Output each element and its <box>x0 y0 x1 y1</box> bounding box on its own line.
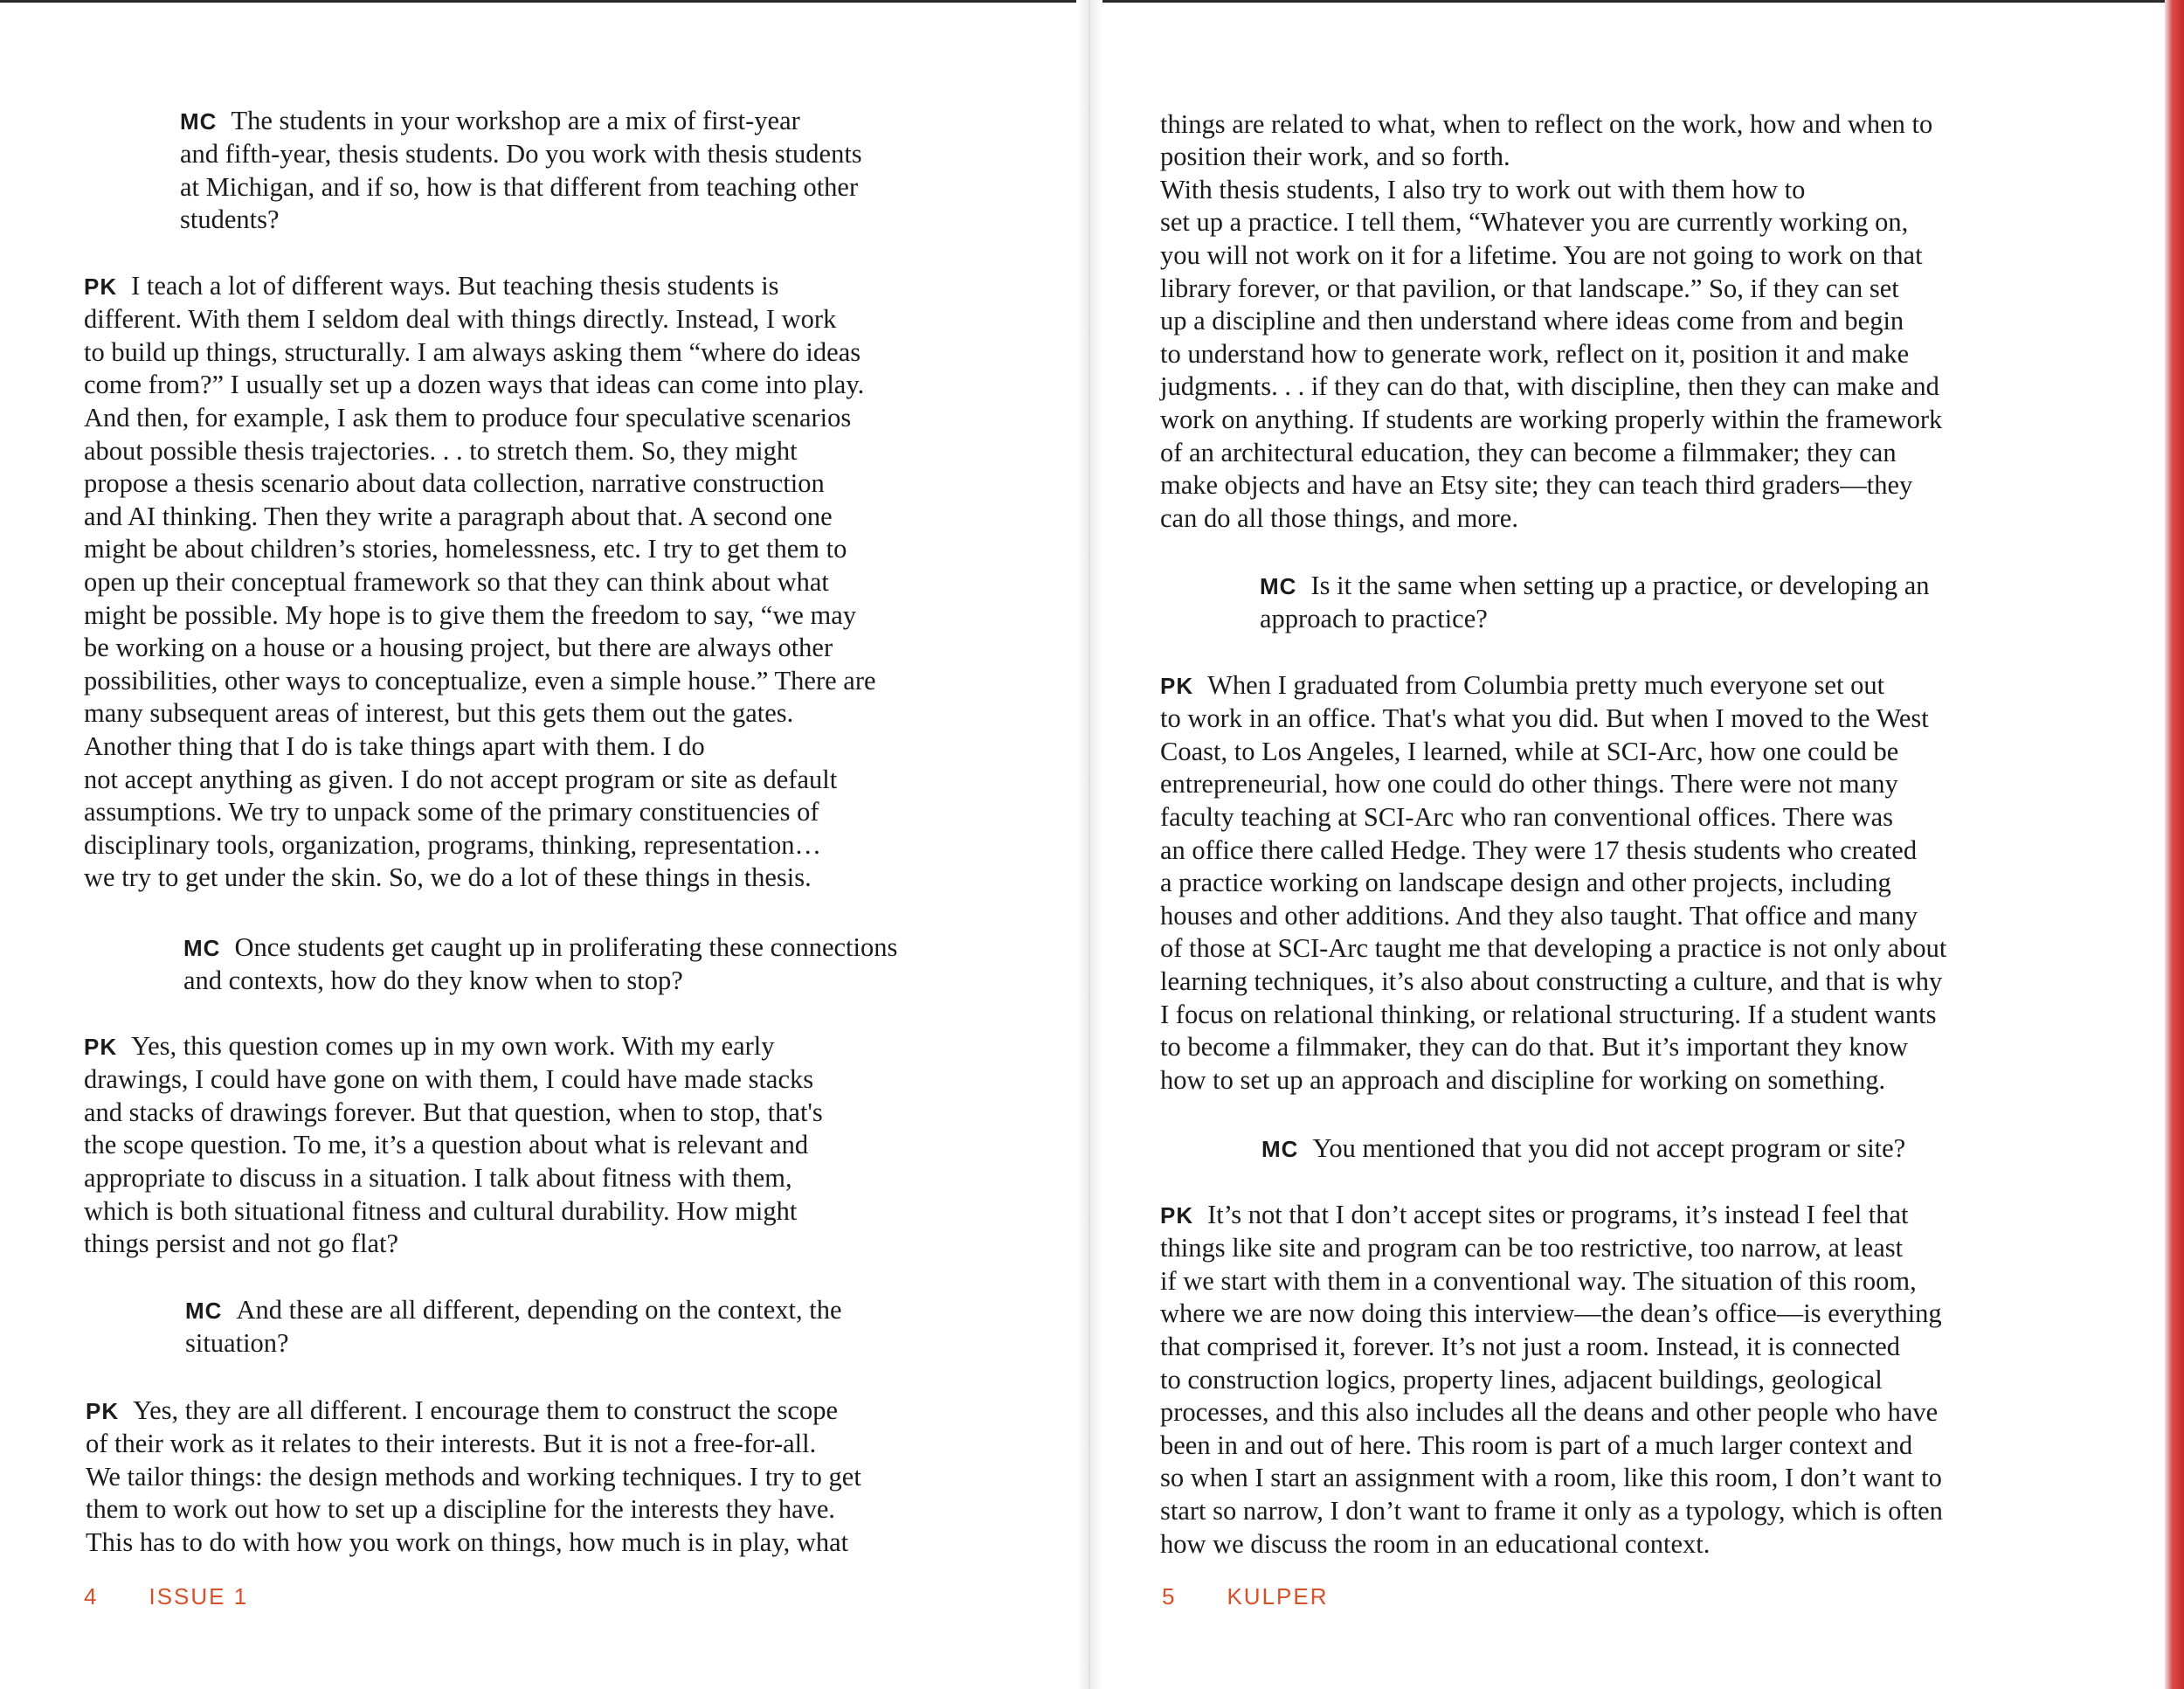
left-page <box>0 0 1076 1689</box>
interview-block <box>84 997 823 1261</box>
interview-block <box>1160 75 1942 535</box>
page-footer <box>84 1583 248 1610</box>
interview-block <box>84 237 876 895</box>
issue-label: ISSUE 1 <box>149 1583 249 1609</box>
block-text: Yes, they are all different. I encourage them to construct the scope of their work as it relates to their interests. But it is not a free-for-all. We tailor things: the design methods and working techniques. I try to get them to work out how to set up a discipline for the interests they have. This has to do with how you work on things, how much is in play, what <box>86 1395 861 1557</box>
right-page <box>1102 0 2165 1689</box>
speaker-label: PK <box>1160 672 1194 699</box>
interview-block <box>1261 1099 1905 1166</box>
speaker-label: MC <box>185 1297 223 1324</box>
block-text: And these are all different, depending on the context, the situation? <box>185 1294 842 1359</box>
speaker-label: PK <box>1160 1201 1194 1229</box>
speaker-label: MC <box>1261 1135 1299 1162</box>
block-text: Yes, this question comes up in my own work. With my early drawings, I could have gone on with them, I could have made stacks and stacks of drawings forever. But that question, when to stop, that's the scope question. To me, it’s a question about what is relevant and appropriate to discuss in a situation. I talk about fitness with them, which is both situational fitness and cultural durability. How might things persist and not go flat? <box>84 1030 823 1259</box>
author-label: KULPER <box>1227 1583 1329 1609</box>
page-number: 4 <box>84 1583 99 1609</box>
speaker-label: PK <box>84 1033 118 1060</box>
interview-block <box>183 898 897 998</box>
block-text: The students in your workshop are a mix of first-year and fifth-year, thesis students. Do you work with thesis students at Michigan, and if so, how is that different from teaching other students? <box>180 105 862 235</box>
interview-block <box>86 1361 861 1560</box>
block-text: When I graduated from Columbia pretty much everyone set out to work in an office. That's what you did. But when I moved to the West Coast, to Los Angeles, I learned, while at SCI-Arc, how one could be entrepreneurial, how one could do other things. There were not many faculty teaching at SCI-Arc who ran conventional offices. There was an office there called Hedge. They were 17 thesis students who created a practice working on landscape design and other projects, including houses and other additions. And they also taught. That office and many of those at SCI-Arc taught me that developing a practice is not only about learning techniques, it’s also about constructing a culture, and that is why I focus on relational thinking, or relational structuring. If a student wants to become a filmmaker, they can do that. But it’s important they know how to set up an approach and discipline for working on something. <box>1160 669 1947 1095</box>
speaker-label: MC <box>180 107 218 135</box>
speaker-label: MC <box>1260 572 1297 599</box>
block-text: You mentioned that you did not accept program or site? <box>1312 1132 1906 1163</box>
block-text: It’s not that I don’t accept sites or programs, it’s instead I feel that things like site and program can be too restrictive, too narrow, at least if we start with them in a conventional way. The situation of this room, where we are now doing this interview—the dean’s office—is everything that comprised it, forever. It’s not just a room. Instead, it is connected to construction logics, property lines, adjacent buildings, geological processes, and this also includes all the deans and other people who have been in and out of here. This room is part of a much larger context and so when I start an assignment with a room, like this room, I don’t want to start so narrow, I don’t want to frame it only as a typology, which is often how we discuss the room in an educational context. <box>1160 1199 1943 1559</box>
speaker-label: PK <box>86 1397 120 1424</box>
page-footer <box>1162 1583 1329 1610</box>
speaker-label: PK <box>84 273 118 300</box>
interview-block <box>1160 1166 1943 1561</box>
block-text: Once students get caught up in proliferating these connections and contexts, how do they know when to stop? <box>183 931 898 996</box>
speaker-label: MC <box>183 934 221 961</box>
block-text: I teach a lot of different ways. But teaching thesis students is different. With them I seldom deal with things directly. Instead, I work to build up things, structurally. I am always asking them “where do ideas come from?” I usually set up a dozen ways that ideas can come into play. And then, for example, I ask them to produce four speculative scenarios about possible thesis trajectories. . . to stretch them. So, they might propose a thesis scenario about data collection, narrative construction and AI thinking. Then they write a paragraph about that. A second one might be about children’s stories, homelessness, etc. I try to get them to open up their conceptual framework so that they can think about what might be possible. My hope is to give them the freedom to say, “we may be working on a house or a housing project, but there are always other possibilities, other ways to conceptualize, even a simple house.” There are many subsequent areas of interest, but this gets them out the gates. Another thing that I do is take things apart with them. I do not accept anything as given. I do not accept program or site as default assumptions. We try to unpack some of the primary constituencies of disciplinary tools, organization, programs, thinking, representation… we try to get under the skin. So, we do a lot of these things in thesis. <box>84 270 876 893</box>
red-page-edge <box>2165 0 2184 1689</box>
interview-block <box>1160 636 1946 1097</box>
book-gutter <box>1076 0 1102 1689</box>
block-text: things are related to what, when to reflect on the work, how and when to position their work, and so forth. With thesis students, I also try to work out with them how to set up a practice. I tell them, “Whatever you are currently working on, you will not work on it for a lifetime. You are not going to work on that library forever, or that pavilion, or that landscape.” So, if they can set up a discipline and then understand where ideas come from and begin to understand how to generate work, reflect on it, position it and make judgments. . . if they can do that, with discipline, then they can make and work on anything. If students are working properly within the framework of an architectural education, they can become a filmmaker; they can make objects and have an Etsy site; they can teach third graders—they can do all those things, and more. <box>1160 108 1943 533</box>
interview-block <box>1260 536 1930 636</box>
page-number: 5 <box>1162 1583 1177 1609</box>
block-text: Is it the same when setting up a practice, or developing an approach to practice? <box>1260 570 1930 634</box>
interview-block <box>185 1261 842 1360</box>
interview-block <box>180 72 862 237</box>
